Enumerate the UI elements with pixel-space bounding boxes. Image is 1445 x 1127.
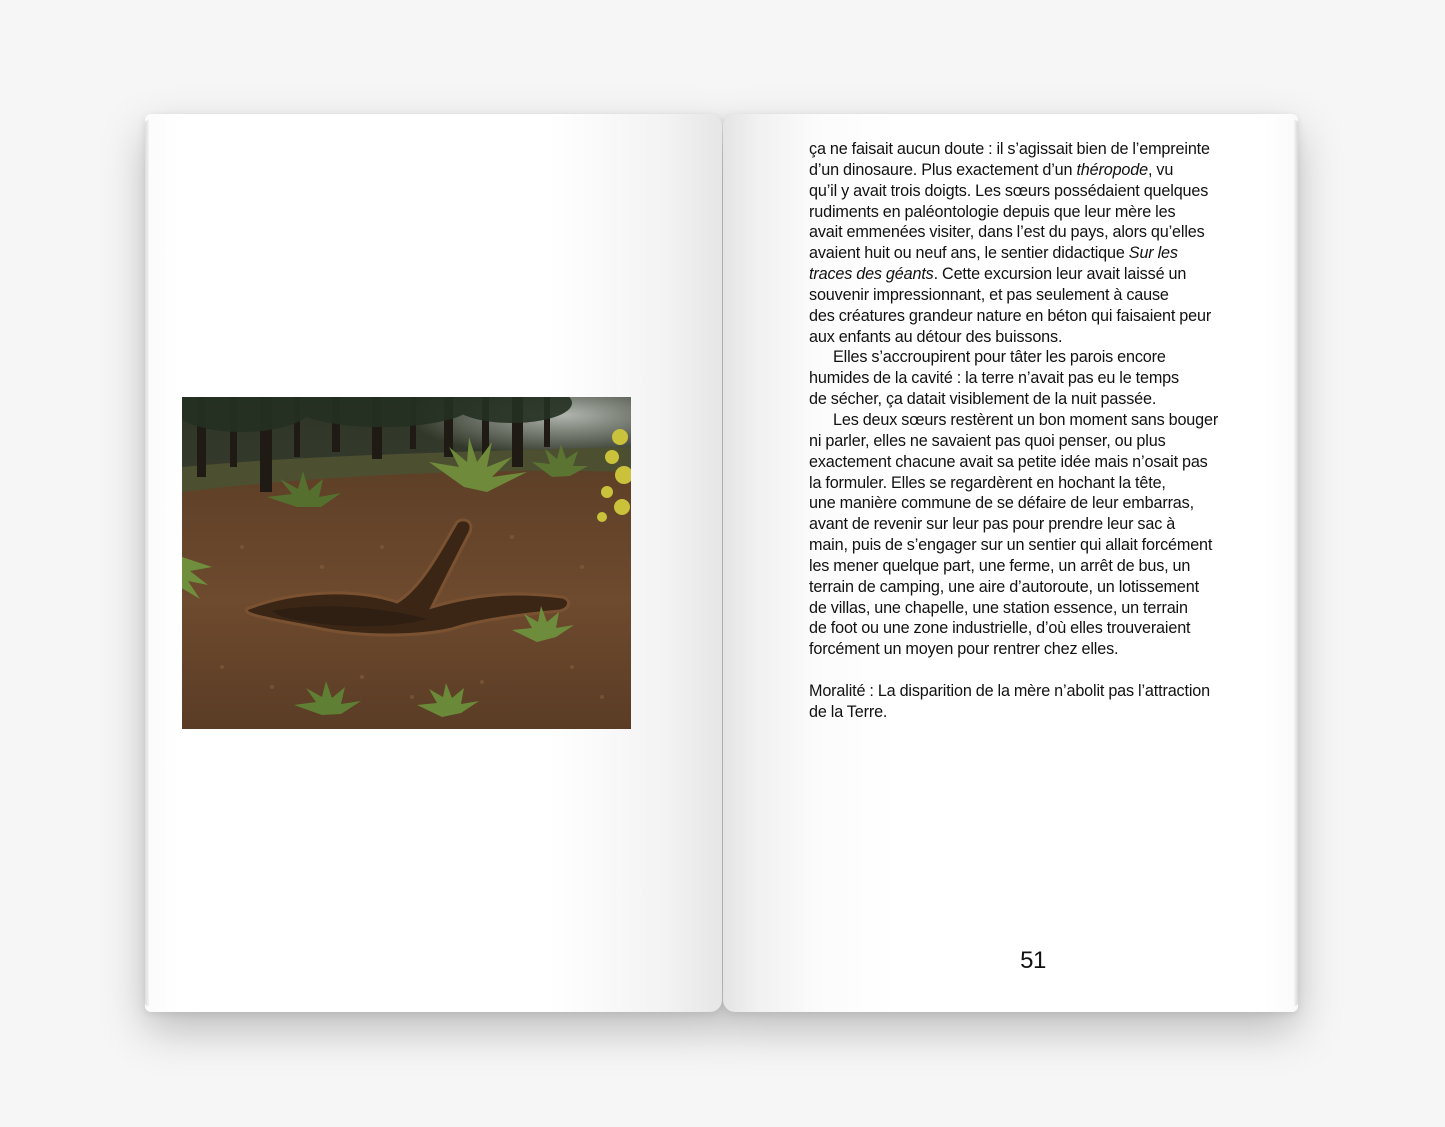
text-line: forcément un moyen pour rentrer chez elles. — [809, 640, 1119, 659]
text-line: ni parler, elles ne savaient pas quoi penser, ou plus — [809, 431, 1166, 450]
page-edge — [145, 120, 149, 1006]
text-line: de la Terre. — [809, 702, 888, 721]
text-line: rudiments en paléontologie depuis que leur mère les — [809, 202, 1176, 221]
left-page — [145, 114, 722, 1012]
text-line: Elles s’accroupirent pour tâter les parois encore — [833, 348, 1166, 367]
italic-term: théropode — [1076, 160, 1148, 179]
body-text — [809, 139, 1279, 723]
text-line: aux enfants au détour des buissons. — [809, 327, 1063, 346]
italic-title: traces des géants — [809, 265, 934, 284]
italic-title: Sur les — [1128, 244, 1178, 263]
text-line: Les deux sœurs restèrent un bon moment sans bouger — [833, 410, 1219, 429]
text-line: la formuler. Elles se regardèrent en hochant la tête, — [809, 473, 1166, 492]
text-line: de sécher, ça datait visiblement de la nuit passée. — [809, 390, 1157, 409]
text-line: Moralité : La disparition de la mère n’abolit pas l’attraction — [809, 681, 1210, 700]
text-line: avaient huit ou neuf ans, le sentier didactique Sur les — [809, 244, 1178, 263]
text-line: de villas, une chapelle, une station essence, un terrain — [809, 598, 1188, 617]
dinosaur-footprint-photo — [182, 397, 631, 729]
text-line: main, puis de s’engager sur un sentier qui allait forcément — [809, 536, 1213, 555]
text-line: d’un dinosaure. Plus exactement d’un théropode, vu — [809, 160, 1174, 179]
text-line: de foot ou une zone industrielle, d’où elles trouveraient — [809, 619, 1191, 638]
text-line: les mener quelque part, une ferme, un arrêt de bus, un — [809, 556, 1191, 575]
text-line: qu’il y avait trois doigts. Les sœurs possédaient quelques — [809, 181, 1209, 200]
text-line: exactement chacune avait sa petite idée mais n’osait pas — [809, 452, 1208, 471]
text-line: ça ne faisait aucun doute : il s’agissait bien de l’empreinte — [809, 140, 1210, 158]
text-line: terrain de camping, une aire d’autoroute, un lotissement — [809, 577, 1199, 596]
page-number: 51 — [1020, 947, 1046, 974]
page-edge — [1294, 120, 1298, 1006]
text-line: traces des géants. Cette excursion leur avait laissé un — [809, 265, 1187, 284]
paragraph-gap — [809, 660, 1279, 681]
text-line: avant de revenir sur leur pas pour prendre leur sac à — [809, 515, 1176, 534]
text-line: souvenir impressionnant, et pas seulement à cause — [809, 285, 1169, 304]
text-line: des créatures grandeur nature en béton qui faisaient peur — [809, 306, 1212, 325]
right-page — [723, 114, 1298, 1012]
open-book-spread — [145, 114, 1298, 1012]
text-line: une manière commune de se défaire de leur embarras, — [809, 494, 1194, 513]
text-line: avait emmenées visiter, dans l’est du pays, alors qu’elles — [809, 223, 1205, 242]
text-line: humides de la cavité : la terre n’avait pas eu le temps — [809, 369, 1179, 388]
